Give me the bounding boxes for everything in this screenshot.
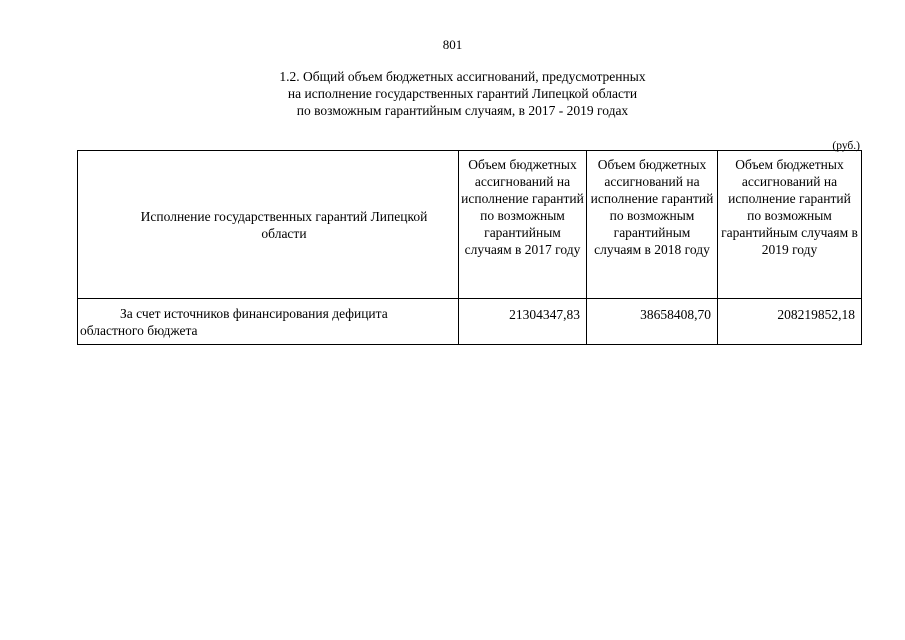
unit-label: (руб.) <box>832 140 860 152</box>
row-label-cell <box>78 299 459 345</box>
value-2018: 38658408,70 <box>587 299 718 345</box>
document-title <box>160 68 765 119</box>
table-row <box>78 299 862 345</box>
title-line-3: по возможным гарантийным случаям, в 2017 - 2019 годах <box>296 103 629 118</box>
title-line-2: на исполнение государственных гарантий Липецкой области <box>287 86 638 101</box>
row-label: За счет источников финансирования дефицита областного бюджета <box>80 306 388 338</box>
title-line-1: 1.2. Общий объем бюджетных ассигнований, предусмотренных <box>279 69 646 84</box>
table-header-row <box>78 151 862 299</box>
header-2018: Объем бюджетных ассигнований на исполнение гарантий по возможным гарантийным случаям в 2018 году <box>587 151 718 299</box>
guarantees-table <box>77 150 862 345</box>
page-number: 801 <box>442 37 463 52</box>
header-2019: Объем бюджетных ассигнований на исполнение гарантий по возможным гарантийным случаям в 2019 году <box>718 151 862 299</box>
header-guarantees: Исполнение государственных гарантий Липецкой области <box>78 151 459 299</box>
header-2017: Объем бюджетных ассигнований на исполнение гарантий по возможным гарантийным случаям в 2017 году <box>459 151 587 299</box>
value-2019: 208219852,18 <box>718 299 862 345</box>
value-2017: 21304347,83 <box>459 299 587 345</box>
